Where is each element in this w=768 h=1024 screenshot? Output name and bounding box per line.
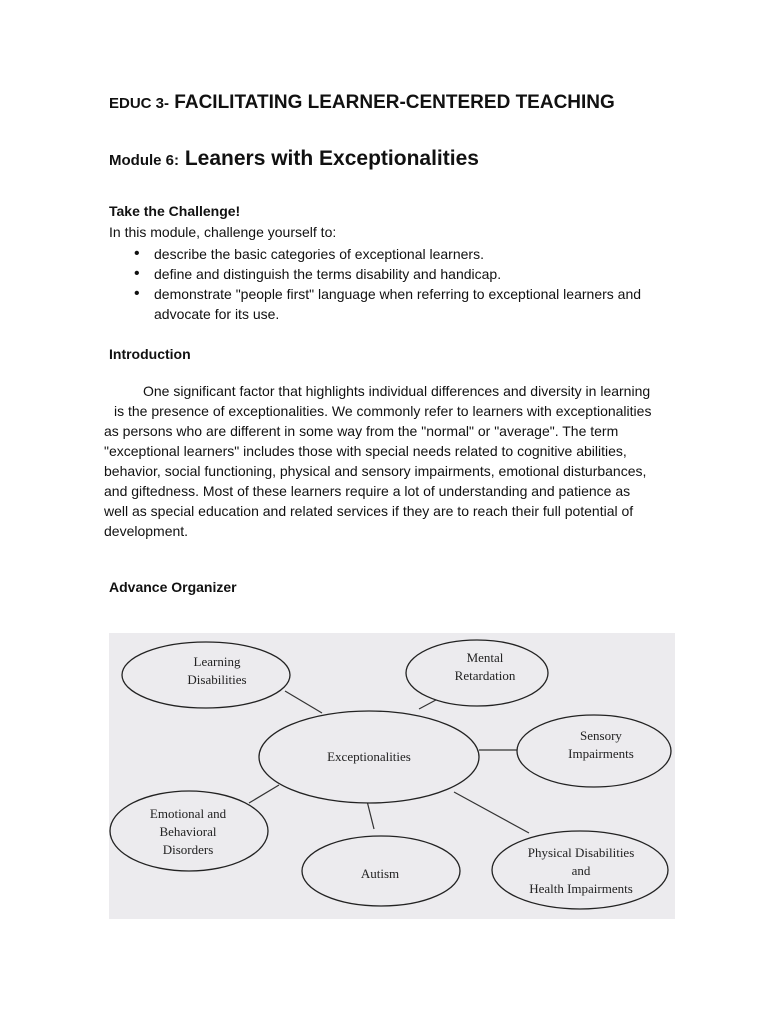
label-exceptionalities: Exceptionalities [327,749,411,764]
label-physical-health-1: Physical Disabilities [527,845,635,860]
label-emotional-behavioral-1: Emotional and [149,806,227,821]
challenge-lead: In this module, challenge yourself to: [109,224,337,240]
label-learning-disabilities-2: Disabilities [187,672,247,687]
label-sensory-impairments-1: Sensory [580,728,622,743]
connector-physical-health [454,792,529,833]
paragraph-line: "exceptional learners" includes those with special needs related to cognitive abilities, [104,443,627,459]
connector-learning-disabilities [285,691,322,713]
challenge-heading: Take the Challenge! [109,203,241,219]
paragraph-line: well as special education and related services if they are to reach their full potential of [104,503,634,519]
label-mental-retardation-1: Mental [466,650,504,665]
module-title [109,147,479,171]
label-emotional-behavioral-3: Disorders [162,842,214,857]
module-label: Module 6: [109,152,179,169]
list-item: • describe the basic categories of exceptional learners. [130,244,690,264]
label-autism: Autism [360,866,400,881]
advance-organizer-diagram [109,633,675,919]
course-name: FACILITATING LEARNER-CENTERED TEACHING [169,92,615,113]
connector-autism [367,801,374,829]
course-title [109,92,615,114]
module-name: Leaners with Exceptionalities [179,147,479,170]
connector-emotional-behavioral [249,785,279,803]
label-sensory-impairments-2: Impairments [568,746,634,761]
concept-map [109,633,675,919]
label-learning-disabilities-1: Learning [193,654,241,669]
introduction-heading: Introduction [109,346,191,362]
paragraph-line: is the presence of exceptionalities. We commonly refer to learners with exceptionalities [114,403,652,419]
paragraph-line: and giftedness. Most of these learners require a lot of understanding and patience as [104,483,631,499]
label-mental-retardation-2: Retardation [454,668,516,683]
advance-organizer-heading: Advance Organizer [109,579,237,595]
paragraph-line: One significant factor that highlights individual differences and diversity in learning [143,383,651,399]
label-physical-health-2: and [571,863,591,878]
label-physical-health-3: Health Impairments [529,881,633,896]
course-code: EDUC 3- [109,95,170,112]
label-emotional-behavioral-2: Behavioral [159,824,217,839]
paragraph-line: behavior, social functioning, physical and sensory impairments, emotional disturbances, [104,463,647,479]
paragraph-line: as persons who are different in some way from the "normal" or "average". The term [104,423,619,439]
list-item: • demonstrate "people first" language when referring to exceptional learners and advocate for its use. [130,284,690,324]
challenge-list [130,244,690,324]
list-item: • define and distinguish the terms disability and handicap. [130,264,690,284]
paragraph-line: development. [104,523,189,539]
